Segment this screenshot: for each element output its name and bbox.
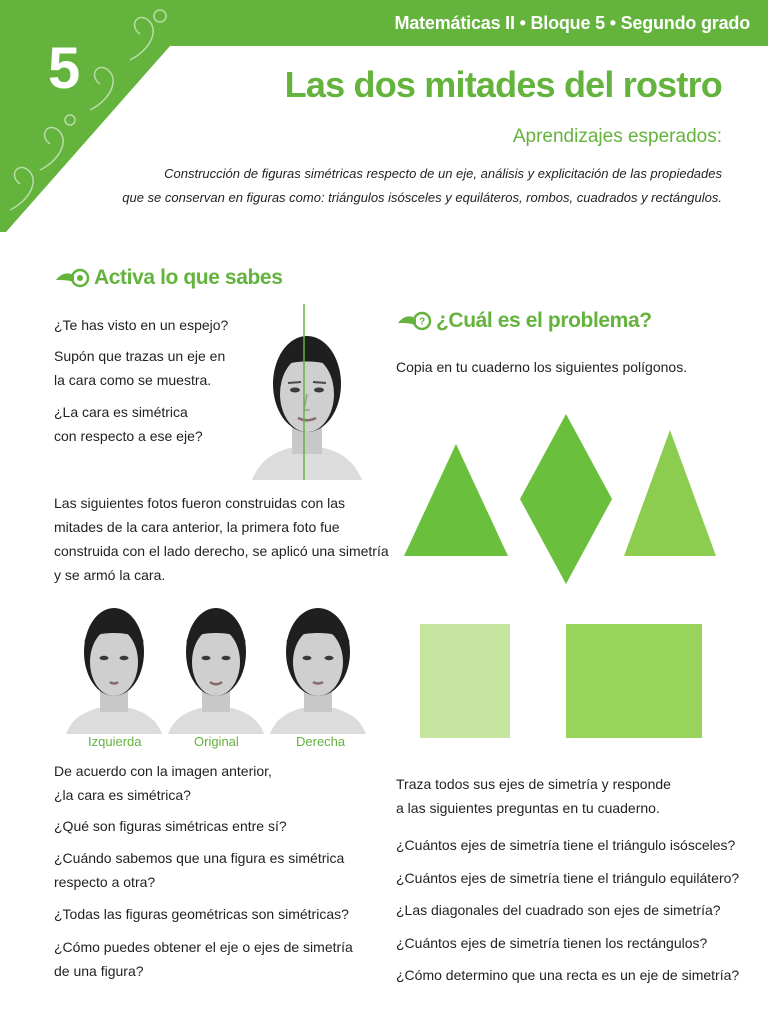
caption-original: Original xyxy=(194,734,239,749)
question-face-symmetric xyxy=(54,759,272,807)
question-axis xyxy=(54,344,225,392)
photos-explanation-line-2: mitades de la cara anterior, la primera foto fue xyxy=(54,519,340,535)
problem-question: ¿Cómo determino que una recta es un eje de simetría? xyxy=(396,967,740,983)
isosceles-triangle xyxy=(404,444,508,556)
expected-line-1: Construcción de figuras simétricas respecto de un eje, análisis y explicitación de las propiedades xyxy=(164,166,722,181)
question-face-line-1: De acuerdo con la imagen anterior, xyxy=(54,763,272,779)
section-title-activa: Activa lo que sabes xyxy=(94,266,283,289)
page-title: Las dos mitades del rostro xyxy=(284,64,722,105)
problem-question: ¿Cuántos ejes de simetría tiene el triángulo isósceles? xyxy=(396,837,736,853)
question-symmetric xyxy=(54,400,203,448)
question-axis-line-1: Supón que trazas un eje en xyxy=(54,348,226,364)
question-axis-line-2: la cara como se muestra. xyxy=(54,372,212,388)
series-label: Matemáticas II • Bloque 5 • Segundo grado xyxy=(394,13,750,33)
whistle-icon xyxy=(54,266,90,290)
question-all-symmetric: ¿Todas las figuras geométricas son simétricas? xyxy=(54,906,349,922)
face-photo-original xyxy=(168,596,264,734)
problem-question: ¿Cuántos ejes de simetría tienen los rectángulos? xyxy=(396,934,708,951)
question-symmetric-figures: ¿Qué son figuras simétricas entre sí? xyxy=(54,818,287,834)
section-title-problema: ¿Cuál es el problema? xyxy=(436,309,652,332)
face-photo-left xyxy=(66,596,162,734)
face-photo-with-axis xyxy=(252,304,362,480)
header-band xyxy=(0,0,768,48)
problem-question: ¿Las diagonales del cuadrado son ejes de simetría? xyxy=(396,902,721,918)
question-whistle-icon xyxy=(396,309,432,333)
trace-instruction-line-2: a las siguientes preguntas en tu cuaderno. xyxy=(396,800,660,816)
problem-question: ¿Cuántos ejes de simetría tiene el triángulo equilátero? xyxy=(396,869,740,886)
rhombus xyxy=(520,414,612,584)
square xyxy=(420,624,510,738)
equilateral-triangle xyxy=(624,430,716,556)
expected-line-2: que se conservan en figuras como: triángulos isósceles y equiláteros, rombos, cuadrados y rectángulos. xyxy=(122,190,722,205)
trace-instruction-line-1: Traza todos sus ejes de simetría y responde xyxy=(396,776,671,792)
photos-explanation-line-4: y se armó la cara. xyxy=(54,567,166,583)
question-when-line-2: respecto a otra? xyxy=(54,874,156,890)
caption-right: Derecha xyxy=(296,734,346,749)
expected-learning-text xyxy=(102,162,722,210)
question-how-axes xyxy=(54,935,353,983)
photos-explanation-line-3: construida con el lado derecho, se aplicó una simetría xyxy=(54,543,389,559)
question-when-symmetric xyxy=(54,846,344,894)
rectangle xyxy=(566,624,702,738)
caption-left: Izquierda xyxy=(88,734,142,749)
question-how-line-1: ¿Cómo puedes obtener el eje o ejes de simetría xyxy=(54,939,353,955)
face-photo-right xyxy=(270,596,366,734)
section-heading-problema xyxy=(396,309,652,333)
question-when-line-1: ¿Cuándo sabemos que una figura es simétrica xyxy=(54,850,345,866)
section-heading-activa xyxy=(54,266,282,290)
photos-explanation-line-1: Las siguientes fotos fueron construidas con las xyxy=(54,495,346,511)
question-how-line-2: de una figura? xyxy=(54,963,144,979)
copy-instruction: Copia en tu cuaderno los siguientes polígonos. xyxy=(396,359,688,375)
question-mirror: ¿Te has visto en un espejo? xyxy=(54,317,229,333)
expected-learning-heading: Aprendizajes esperados: xyxy=(512,126,722,147)
lesson-number: 5 xyxy=(48,36,81,101)
question-face-line-2: ¿la cara es simétrica? xyxy=(54,787,191,803)
trace-instruction xyxy=(396,772,671,820)
svg-text:?: ? xyxy=(419,316,425,328)
question-symmetric-line-1: ¿La cara es simétrica xyxy=(54,404,188,420)
question-symmetric-line-2: con respecto a ese eje? xyxy=(54,428,203,444)
problem-questions-list xyxy=(396,829,739,992)
photos-explanation xyxy=(54,491,389,587)
